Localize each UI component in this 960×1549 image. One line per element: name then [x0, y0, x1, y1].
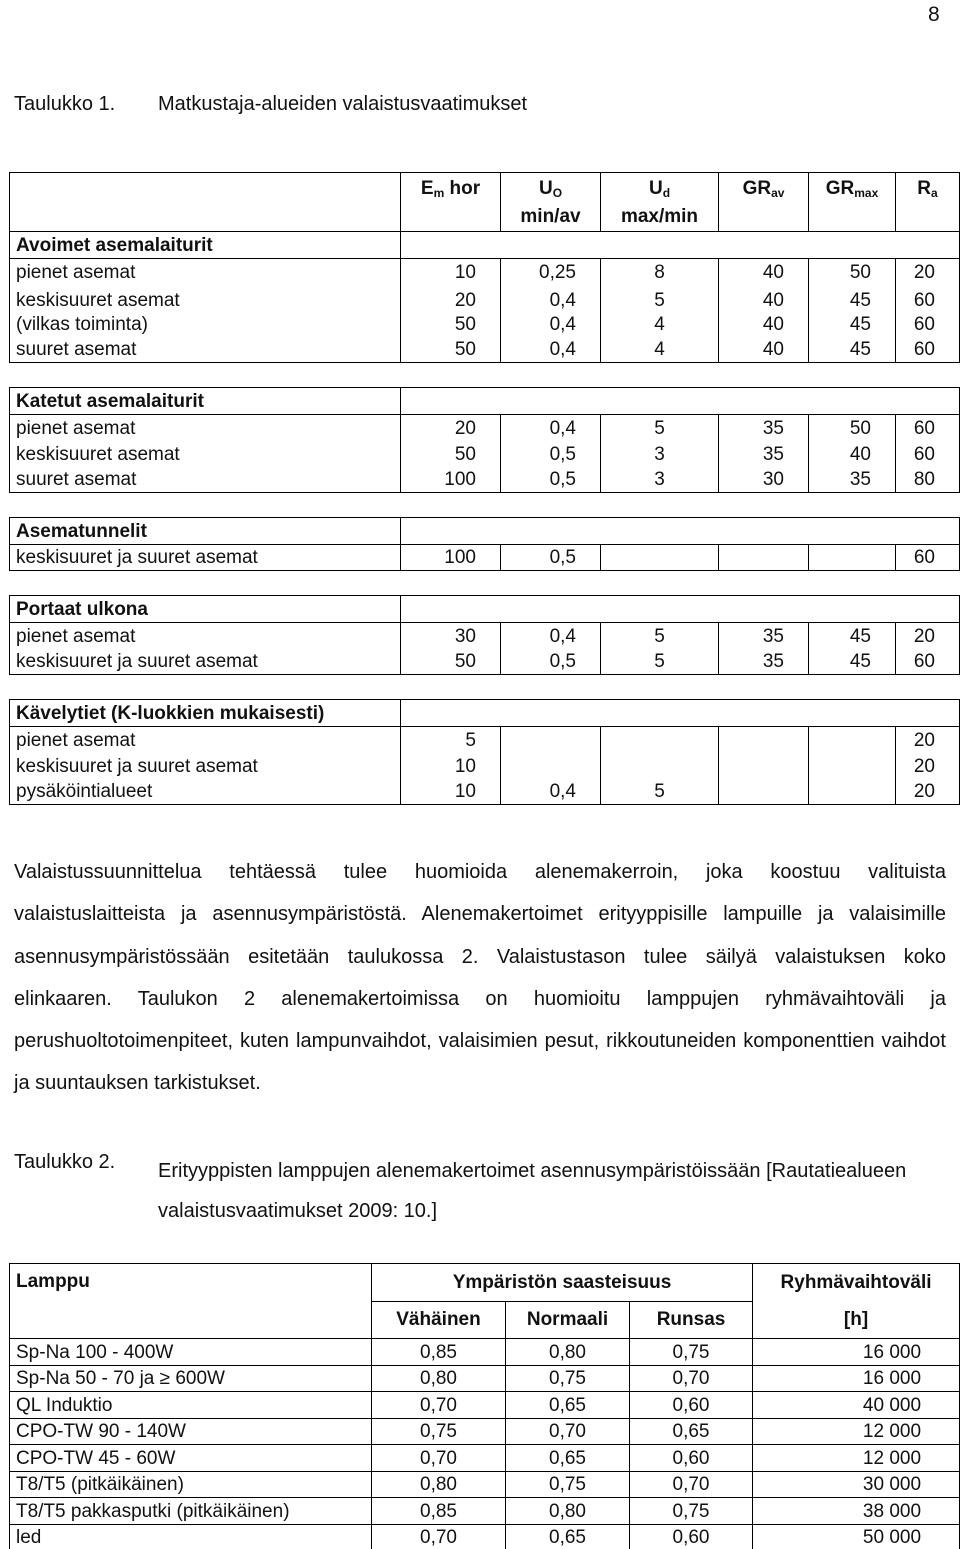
cell-em: 50 [401, 649, 501, 675]
cell-ud: 5 [601, 779, 719, 805]
cell-interval: 12 000 [753, 1418, 960, 1445]
header-empty-cell [10, 173, 401, 232]
cell-low: 0,75 [372, 1418, 506, 1445]
cell-ra: 60 [896, 441, 960, 467]
cell-grmax [809, 727, 896, 753]
table2-header-row [10, 1264, 960, 1302]
header-environment: Ympäristön saasteisuus [372, 1264, 753, 1302]
table-row [10, 623, 960, 649]
table1-caption-text: Matkustaja-alueiden valaistusvaatimukset [158, 93, 528, 115]
cell-high: 0,70 [630, 1471, 753, 1498]
cell-ra-line2: 60 [913, 313, 935, 335]
cell-lamp: led [10, 1524, 372, 1549]
cell-low: 0,70 [372, 1445, 506, 1472]
row-label: keskisuuret ja suuret asemat [10, 753, 401, 779]
cell-grmax: 45 [809, 649, 896, 675]
cell-normal: 0,80 [506, 1339, 630, 1366]
section-spacer [10, 571, 960, 596]
subheader-unit: [h] [753, 1302, 960, 1339]
cell-grmax [809, 545, 896, 571]
cell-high: 0,75 [630, 1339, 753, 1366]
cell-uo [501, 753, 601, 779]
section-title: Avoimet asemalaiturit [10, 232, 401, 259]
cell-ra: 60 [896, 649, 960, 675]
section-title-filler [401, 596, 960, 623]
cell-normal: 0,65 [506, 1524, 630, 1549]
header-gr-max: $GR_{max}$ [809, 173, 896, 232]
table-row [10, 1524, 960, 1549]
section-title-filler [401, 700, 960, 727]
cell-normal: 0,75 [506, 1471, 630, 1498]
cell-interval: 16 000 [753, 1339, 960, 1366]
cell-ud: 5 [601, 415, 719, 441]
header-lamp: Lamppu [10, 1264, 372, 1339]
cell-em: 20 [401, 415, 501, 441]
cell-grmax: 50 [809, 259, 896, 285]
table-row [10, 727, 960, 753]
cell-normal: 0,80 [506, 1498, 630, 1525]
cell-high: 0,75 [630, 1498, 753, 1525]
cell-grav [719, 779, 809, 805]
cell-grmax [809, 779, 896, 805]
cell-grav [719, 727, 809, 753]
cell-ud-line2: 4 [654, 313, 665, 335]
cell-em: 10 [401, 779, 501, 805]
cell-lamp: Sp-Na 100 - 400W [10, 1339, 372, 1366]
cell-interval: 38 000 [753, 1498, 960, 1525]
section-title-row [10, 518, 960, 545]
table-row [10, 1445, 960, 1472]
cell-ra: 20 [896, 779, 960, 805]
cell-lamp: T8/T5 (pitkäikäinen) [10, 1471, 372, 1498]
subheader-normal: Normaali [506, 1302, 630, 1339]
cell-grmax: 50 [809, 415, 896, 441]
cell-ra: 20 [896, 753, 960, 779]
cell-grav-line2: 40 [762, 313, 784, 335]
cell-normal: 0,65 [506, 1445, 630, 1472]
section-title: Kävelytiet (K-luokkien mukaisesti) [10, 700, 401, 727]
header-interval: Ryhmävaihtoväli [753, 1264, 960, 1302]
table-row [10, 649, 960, 675]
row-label: pienet asemat [10, 415, 401, 441]
table-row [10, 1392, 960, 1419]
cell-high: 0,60 [630, 1392, 753, 1419]
cell-grmax: 45 [809, 623, 896, 649]
header-ud: $U_d$ max/min [601, 173, 719, 232]
cell-grmax: 35 [809, 467, 896, 493]
cell-ud-line1: 5 [654, 289, 665, 311]
table-row [10, 415, 960, 441]
cell-interval: 30 000 [753, 1471, 960, 1498]
cell-ud [601, 753, 719, 779]
cell-uo: 0,4 [501, 415, 601, 441]
cell-uo: 0,5 [501, 545, 601, 571]
cell-lamp: T8/T5 pakkasputki (pitkäikäinen) [10, 1498, 372, 1525]
cell-grav: 35 [719, 623, 809, 649]
cell-uo [501, 727, 601, 753]
cell-low: 0,70 [372, 1524, 506, 1549]
section-title: Katetut asemalaiturit [10, 388, 401, 415]
cell-grmax [809, 285, 896, 337]
cell-uo: 0,5 [501, 467, 601, 493]
section-spacer [10, 675, 960, 700]
cell-lamp: CPO-TW 45 - 60W [10, 1445, 372, 1472]
header-gr-av: $GR_{av}$ [719, 173, 809, 232]
cell-interval: 50 000 [753, 1524, 960, 1549]
cell-ud: 4 [601, 337, 719, 363]
cell-uo: 0,5 [501, 649, 601, 675]
table-row [10, 545, 960, 571]
cell-uo-line1: 0,4 [549, 289, 576, 311]
cell-uo: 0,4 [501, 623, 601, 649]
cell-grav: 35 [719, 441, 809, 467]
cell-ra: 60 [896, 415, 960, 441]
cell-ud: 5 [601, 649, 719, 675]
cell-ra-line1: 60 [913, 289, 935, 311]
spacer-cell [10, 675, 960, 700]
row-label-line2: (vilkas toiminta) [16, 313, 148, 335]
cell-low: 0,70 [372, 1392, 506, 1419]
cell-ra [896, 285, 960, 337]
cell-ra: 60 [896, 545, 960, 571]
cell-low: 0,80 [372, 1365, 506, 1392]
cell-normal: 0,75 [506, 1365, 630, 1392]
header-uo: $U_O$ min/av [501, 173, 601, 232]
cell-grav [719, 545, 809, 571]
cell-lamp: Sp-Na 50 - 70 ja ≥ 600W [10, 1365, 372, 1392]
cell-grav [719, 285, 809, 337]
section-title-filler [401, 232, 960, 259]
cell-ra: 20 [896, 623, 960, 649]
cell-low: 0,85 [372, 1498, 506, 1525]
cell-em: 100 [401, 545, 501, 571]
section-spacer [10, 493, 960, 518]
cell-high: 0,70 [630, 1365, 753, 1392]
row-label: pienet asemat [10, 727, 401, 753]
lighting-requirements-table [9, 172, 960, 805]
cell-ra: 20 [896, 259, 960, 285]
table-row [10, 1471, 960, 1498]
cell-em-line1: 20 [454, 289, 476, 311]
row-label: pienet asemat [10, 623, 401, 649]
cell-uo-line2: 0,4 [549, 313, 576, 335]
spacer-cell [10, 493, 960, 518]
table1-header-row [10, 173, 960, 232]
table-row [10, 1418, 960, 1445]
cell-interval: 16 000 [753, 1365, 960, 1392]
cell-ra: 80 [896, 467, 960, 493]
cell-interval: 12 000 [753, 1445, 960, 1472]
cell-ud: 5 [601, 623, 719, 649]
section-spacer [10, 363, 960, 388]
cell-uo: 0,4 [501, 337, 601, 363]
cell-lamp: QL Induktio [10, 1392, 372, 1419]
cell-em: 50 [401, 337, 501, 363]
table-row [10, 285, 960, 337]
row-label: keskisuuret asemat [10, 441, 401, 467]
section-title-row [10, 232, 960, 259]
row-label: pysäköintialueet [10, 779, 401, 805]
table-row [10, 753, 960, 779]
row-label: keskisuuret ja suuret asemat [10, 545, 401, 571]
cell-em: 30 [401, 623, 501, 649]
table1-caption-label: Taulukko 1. [14, 93, 116, 115]
cell-em: 10 [401, 259, 501, 285]
lamp-factor-table [9, 1263, 960, 1549]
subheader-high: Runsas [630, 1302, 753, 1339]
table-row [10, 1365, 960, 1392]
cell-grmax-line2: 45 [849, 313, 871, 335]
cell-high: 0,60 [630, 1524, 753, 1549]
cell-em: 5 [401, 727, 501, 753]
table2-caption-label: Taulukko 2. [14, 1151, 116, 1173]
cell-uo: 0,5 [501, 441, 601, 467]
cell-grav-line1: 40 [762, 289, 784, 311]
cell-grav: 30 [719, 467, 809, 493]
header-em: $E_m$ hor [401, 173, 501, 232]
subheader-low: Vähäinen [372, 1302, 506, 1339]
cell-uo: 0,25 [501, 259, 601, 285]
cell-ud: 8 [601, 259, 719, 285]
row-label: suuret asemat [10, 337, 401, 363]
cell-grmax [809, 753, 896, 779]
row-label-line1: keskisuuret asemat [16, 289, 180, 311]
cell-uo [501, 285, 601, 337]
cell-ud: 3 [601, 467, 719, 493]
cell-normal: 0,65 [506, 1392, 630, 1419]
cell-em: 100 [401, 467, 501, 493]
table2-caption-text: Erityyppisten lamppujen alenemakertoimet asennusympäristöissään [Rautatiealueen valaistusvaatimukset 2009: 10.] [158, 1160, 907, 1222]
table-row [10, 441, 960, 467]
table-row [10, 259, 960, 285]
section-title: Asematunnelit [10, 518, 401, 545]
cell-grav [719, 753, 809, 779]
cell-grav: 35 [719, 649, 809, 675]
cell-em: 10 [401, 753, 501, 779]
body-paragraph: Valaistussuunnittelua tehtäessä tulee huomioida alenemakerroin, joka koostuu valituista valaistuslaitteista ja asennusympäristöstä. Alenemakertoimet erityyppisille lampuille ja valaisimille asennusympäristössään esitetään taulukossa 2. Valaistustason tulee säilyä valaistuksen koko elinkaaren. Taulukon 2 alenemakertoimissa on huomioitu lamppujen ryhmävaihtoväli ja perushuoltotoimenpiteet, kuten lampunvaihdot, valaisimien pesut, rikkoutuneiden komponenttien vaihdot ja suuntauksen tarkistukset. [14, 861, 946, 1095]
section-title-row [10, 700, 960, 727]
header-ra: $R_a$ [896, 173, 960, 232]
cell-grav: 40 [719, 259, 809, 285]
row-label [10, 285, 401, 337]
cell-em [401, 285, 501, 337]
table-row [10, 1339, 960, 1366]
section-title-row [10, 388, 960, 415]
cell-ra: 20 [896, 727, 960, 753]
cell-ud [601, 727, 719, 753]
section-title-filler [401, 518, 960, 545]
cell-low: 0,85 [372, 1339, 506, 1366]
cell-lamp: CPO-TW 90 - 140W [10, 1418, 372, 1445]
section-title-filler [401, 388, 960, 415]
cell-ud [601, 285, 719, 337]
row-label: pienet asemat [10, 259, 401, 285]
cell-grav: 35 [719, 415, 809, 441]
cell-grmax: 40 [809, 441, 896, 467]
cell-high: 0,60 [630, 1445, 753, 1472]
cell-uo: 0,4 [501, 779, 601, 805]
cell-ud: 3 [601, 441, 719, 467]
section-title-row [10, 596, 960, 623]
row-label: keskisuuret ja suuret asemat [10, 649, 401, 675]
spacer-cell [10, 363, 960, 388]
spacer-cell [10, 571, 960, 596]
cell-high: 0,65 [630, 1418, 753, 1445]
section-title: Portaat ulkona [10, 596, 401, 623]
cell-em: 50 [401, 441, 501, 467]
table-row [10, 337, 960, 363]
cell-grmax-line1: 45 [849, 289, 871, 311]
cell-ra: 60 [896, 337, 960, 363]
cell-grmax: 45 [809, 337, 896, 363]
table-row [10, 779, 960, 805]
row-label: suuret asemat [10, 467, 401, 493]
table-row [10, 467, 960, 493]
cell-grav: 40 [719, 337, 809, 363]
cell-em-line2: 50 [454, 313, 476, 335]
cell-interval: 40 000 [753, 1392, 960, 1419]
cell-ud [601, 545, 719, 571]
table-row [10, 1498, 960, 1525]
page-number: 8 [928, 3, 940, 26]
cell-normal: 0,70 [506, 1418, 630, 1445]
cell-low: 0,80 [372, 1471, 506, 1498]
